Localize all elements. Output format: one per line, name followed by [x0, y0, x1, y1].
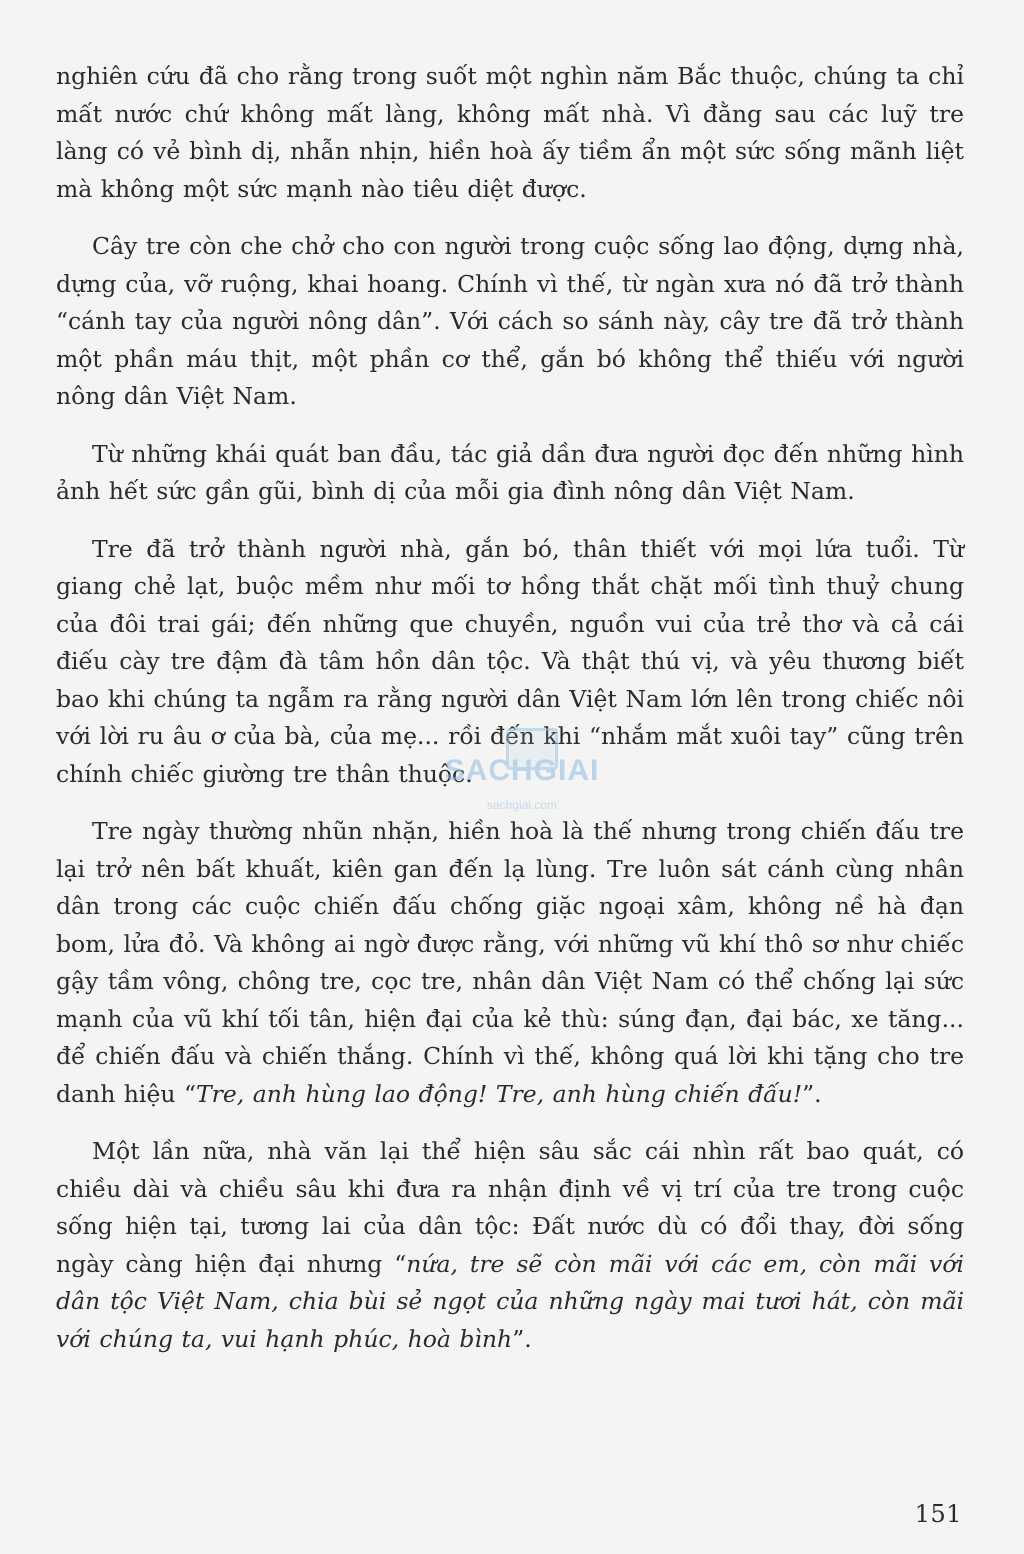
paragraph-text: Từ những khái quát ban đầu, tác giả dần đưa người đọc đến những hình ảnh hết sức gần gũi, bình dị của mỗi gia đình nông dân Việt Nam.	[56, 439, 964, 505]
paragraph-text: ”.	[802, 1079, 822, 1108]
italic-quote-text: nứa, tre sẽ còn mãi với các em, còn mãi với dân tộc Việt Nam, chia bùi sẻ ngọt của những ngày mai tươi hát, còn mãi với chúng ta, vui hạnh phúc, hoà bình	[56, 1249, 964, 1353]
paragraph-text: nghiên cứu đã cho rằng trong suốt một nghìn năm Bắc thuộc, chúng ta chỉ mất nước chứ không mất làng, không mất nhà. Vì đằng sau các luỹ tre làng có vẻ bình dị, nhẫn nhịn, hiền hoà ấy tiềm ẩn một sức sống mãnh liệt mà không một sức mạnh nào tiêu diệt được.	[56, 62, 964, 203]
body-paragraph	[56, 58, 964, 208]
page-number: 151	[914, 1500, 962, 1528]
paragraph-text: Một lần nữa, nhà văn lại thể hiện sâu sắc cái nhìn rất bao quát, có chiều dài và chiều sâu khi đưa ra nhận định về vị trí của tre trong cuộc sống hiện tại, tương lai của dân tộc: Đất nước dù có đổi thay, đời sống ngày càng hiện đại nhưng “	[56, 1137, 964, 1278]
body-paragraph	[56, 436, 964, 511]
paragraph-text: Cây tre còn che chở cho con người trong cuộc sống lao động, dựng nhà, dựng của, vỡ ruộng, khai hoang. Chính vì thế, từ ngàn xưa nó đã trở thành “cánh tay của người nông dân”. Với cách so sánh này, cây tre đã trở thành một phần máu thịt, một phần cơ thể, gắn bó không thể thiếu với người nông dân Việt Nam.	[56, 232, 964, 410]
body-paragraph	[56, 531, 964, 794]
body-paragraph	[56, 813, 964, 1113]
watermark-text: SACHGIAI	[444, 754, 600, 787]
paragraph-text: ”.	[512, 1324, 532, 1353]
body-paragraph	[56, 228, 964, 416]
paragraph-text: Tre ngày thường nhũn nhặn, hiền hoà là thế nhưng trong chiến đấu tre lại trở nên bất khuất, kiên gan đến lạ lùng. Tre luôn sát cánh cùng nhân dân trong các cuộc chiến đấu chống giặc ngoại xâm, không nề hà đạn bom, lửa đỏ. Và không ai ngờ được rằng, với những vũ khí thô sơ như chiếc gậy tầm vông, chông tre, cọc tre, nhân dân Việt Nam có thể chống lại sức mạnh của vũ khí tối tân, hiện đại của kẻ thù: súng đạn, đại bác, xe tăng... để chiến đấu và chiến thắng. Chính vì thế, không quá lời khi tặng cho tre danh hiệu “	[56, 817, 964, 1108]
paragraph-text: Tre đã trở thành người nhà, gắn bó, thân thiết với mọi lứa tuổi. Từ giang chẻ lạt, buộc mềm như mối tơ hồng thắt chặt mối tình thuỷ chung của đôi trai gái; đến những que chuyền, nguồn vui của trẻ thơ và cả cái điếu cày tre đậm đà tâm hồn dân tộc. Và thật thú vị, và yêu thương biết bao khi chúng ta ngẫm ra rằng người dân Việt Nam lớn lên trong chiếc nôi với lời ru âu ơ của bà, của mẹ... rồi đến khi “nhắm mắt xuôi tay” cũng trên chính chiếc giường tre thân thuộc.	[56, 534, 964, 788]
body-paragraph	[56, 1133, 964, 1358]
italic-quote-text: Tre, anh hùng lao động! Tre, anh hùng chiến đấu!	[195, 1079, 803, 1108]
watermark-url: sachgiai.com	[486, 798, 558, 812]
book-page-text	[56, 58, 964, 1378]
